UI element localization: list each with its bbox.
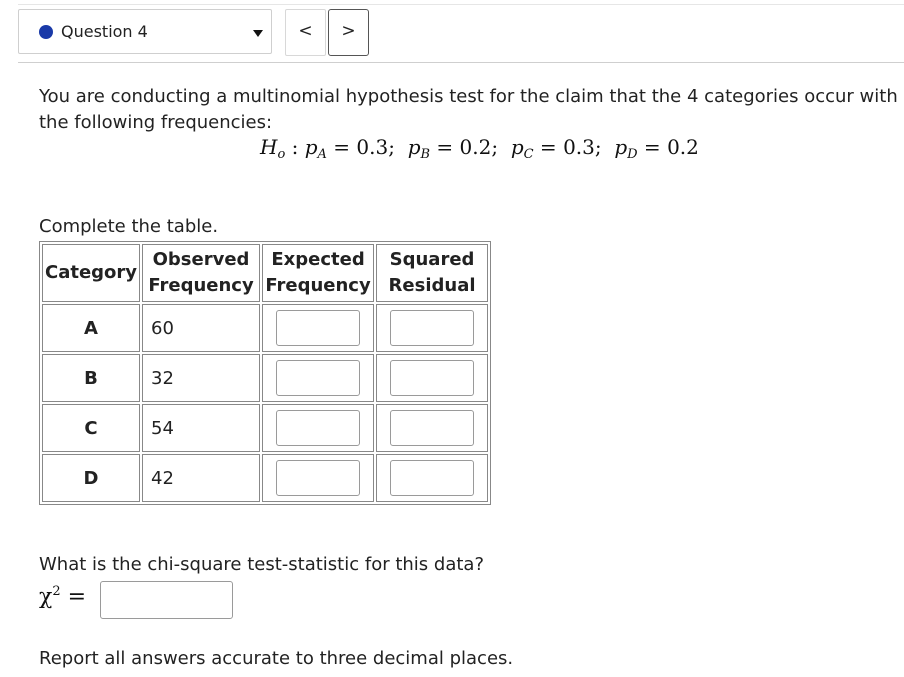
p-sub: B: [420, 147, 431, 162]
expected-input-a[interactable]: [276, 310, 360, 346]
previous-question-button[interactable]: <: [285, 9, 326, 56]
caret-down-icon: [253, 30, 263, 37]
next-question-button[interactable]: >: [328, 9, 369, 56]
observed-cell: 54: [142, 404, 260, 452]
expected-cell: [262, 304, 374, 352]
top-divider: [18, 4, 904, 5]
p-value: 0.3: [356, 135, 389, 159]
residual-input-a[interactable]: [390, 310, 474, 346]
question-label: Question 4: [61, 22, 148, 41]
table-row: [42, 404, 488, 452]
expected-cell: [262, 354, 374, 402]
p-symbol: p: [510, 135, 524, 159]
chi-exponent: 2: [52, 584, 61, 599]
header-category: Category: [42, 244, 140, 302]
p-symbol: p: [407, 135, 421, 159]
residual-input-b[interactable]: [390, 360, 474, 396]
p-symbol: p: [614, 135, 628, 159]
header-observed: Observed Frequency: [142, 244, 260, 302]
residual-input-d[interactable]: [390, 460, 474, 496]
category-cell: A: [42, 304, 140, 352]
question-selector[interactable]: [18, 9, 272, 54]
table-row: [42, 454, 488, 502]
observed-cell: 42: [142, 454, 260, 502]
observed-cell: 32: [142, 354, 260, 402]
chi-equals: =: [67, 584, 87, 610]
residual-cell: [376, 304, 488, 352]
chi-symbol: χ: [39, 584, 53, 610]
residual-cell: [376, 454, 488, 502]
null-hypothesis: $H_o$ : $p_A = 0.3$; $p_B = 0.2$; $p_C = 0.3$; $p_D = 0.2$: [260, 135, 699, 162]
hypothesis-lhs: H: [260, 135, 278, 159]
chi-square-prompt: What is the chi-square test-statistic for this data?: [39, 554, 484, 575]
hypothesis-lhs-sub: o: [277, 147, 286, 162]
table-row: [42, 304, 488, 352]
p-sub: D: [627, 147, 638, 162]
question-status-dot-icon: [39, 25, 53, 39]
expected-input-d[interactable]: [276, 460, 360, 496]
question-intro: You are conducting a multinomial hypothesis test for the claim that the 4 categories occur with the following frequencies:: [39, 86, 898, 133]
table-row: [42, 354, 488, 402]
p-sub: C: [523, 147, 534, 162]
expected-cell: [262, 454, 374, 502]
p-value: 0.3: [563, 135, 595, 159]
header-divider: [18, 62, 904, 63]
category-cell: B: [42, 354, 140, 402]
residual-cell: [376, 354, 488, 402]
p-sub: A: [317, 147, 327, 162]
chi-square-label: [39, 584, 86, 609]
p-value: 0.2: [459, 135, 492, 159]
header-expected: Expected Frequency: [262, 244, 374, 302]
category-cell: D: [42, 454, 140, 502]
expected-input-c[interactable]: [276, 410, 360, 446]
p-value: 0.2: [667, 135, 699, 159]
frequency-table: [39, 241, 491, 505]
residual-cell: [376, 404, 488, 452]
complete-table-prompt: Complete the table.: [39, 216, 219, 237]
expected-cell: [262, 404, 374, 452]
expected-input-b[interactable]: [276, 360, 360, 396]
precision-note: Report all answers accurate to three decimal places.: [39, 648, 514, 669]
observed-cell: 60: [142, 304, 260, 352]
chi-square-input[interactable]: [100, 581, 233, 619]
category-cell: C: [42, 404, 140, 452]
residual-input-c[interactable]: [390, 410, 474, 446]
header-residual: Squared Residual: [376, 244, 488, 302]
p-symbol: p: [304, 135, 318, 159]
